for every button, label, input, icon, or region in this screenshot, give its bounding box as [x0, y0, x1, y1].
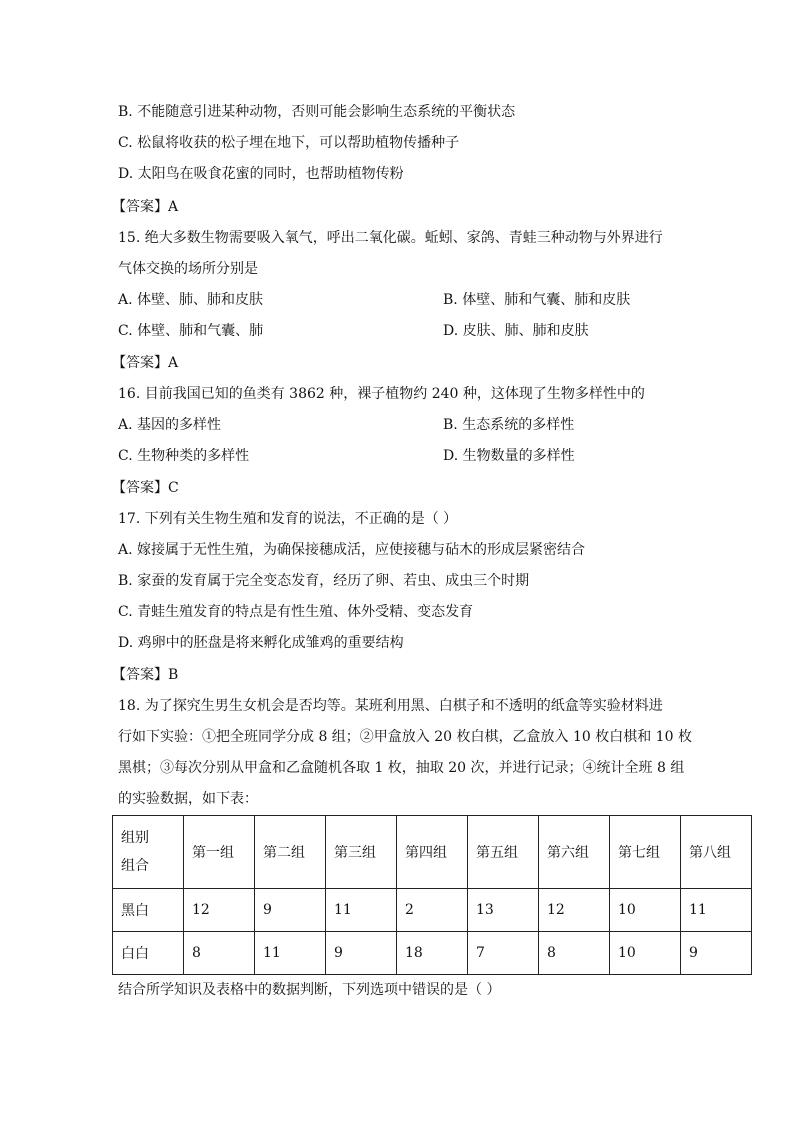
q14-answer: 【答案】A: [112, 199, 179, 215]
q18-stem-line-3: 黑棋；③每次分别从甲盒和乙盒随机各取 1 枚，抽取 20 次，并进行记录；④统计全班 8 组: [118, 760, 685, 776]
q14-option-d: D. 太阳鸟在吸食花蜜的同时，也帮助植物传粉: [118, 166, 404, 182]
table-header-row: [113, 816, 752, 889]
table-cell: 9: [326, 932, 397, 975]
table-header-cell: 第八组: [681, 816, 752, 889]
table-header-cell: 第三组: [326, 816, 397, 889]
table-cell: 18: [397, 932, 468, 975]
q15-option-a: A. 体壁、肺、肺和皮肤: [118, 292, 264, 308]
row-label: 黑白: [113, 889, 184, 932]
q15-option-b: B. 体壁、肺和气囊、肺和皮肤: [443, 292, 631, 308]
table-cell: 7: [468, 932, 539, 975]
q17-option-a: A. 嫁接属于无性生殖，为确保接穗成活，应使接穗与砧木的形成层紧密结合: [118, 542, 586, 558]
q16-stem: 16. 目前我国已知的鱼类有 3862 种，裸子植物约 240 种，这体现了生物多样性中的: [118, 386, 645, 402]
table-cell: 10: [610, 932, 681, 975]
table-cell: 9: [255, 889, 326, 932]
q17-stem: 17. 下列有关生物生殖和发育的说法，不正确的是（ ）: [118, 511, 458, 527]
q15-option-d: D. 皮肤、肺、肺和皮肤: [443, 323, 589, 339]
q15-stem-line-2: 气体交换的场所分别是: [118, 261, 258, 277]
table-cell: 8: [184, 932, 255, 975]
table-header-cell: 第一组: [184, 816, 255, 889]
corner-label-group: 组别: [121, 830, 149, 846]
q14-option-c: C. 松鼠将收获的松子埋在地下，可以帮助植物传播种子: [118, 135, 460, 151]
table-header-cell: 第六组: [539, 816, 610, 889]
table-cell: 10: [610, 889, 681, 932]
q16-answer: 【答案】C: [112, 480, 179, 496]
table-cell: 11: [326, 889, 397, 932]
table-corner-cell: [113, 816, 184, 889]
q16-option-a: A. 基因的多样性: [118, 417, 222, 433]
table-header-cell: 第四组: [397, 816, 468, 889]
q15-stem-line-1: 15. 绝大多数生物需要吸入氧气，呼出二氧化碳。蚯蚓、家鸽、青蛙三种动物与外界进行: [118, 230, 663, 246]
q18-question: 结合所学知识及表格中的数据判断，下列选项中错误的是（ ）: [118, 982, 501, 998]
table-header-cell: 第七组: [610, 816, 681, 889]
table-cell: 11: [681, 889, 752, 932]
q15-answer: 【答案】A: [112, 355, 179, 371]
table-cell: 8: [539, 932, 610, 975]
q17-option-b: B. 家蚕的发育属于完全变态发育，经历了卵、若虫、成虫三个时期: [118, 573, 530, 589]
q16-option-d: D. 生物数量的多样性: [443, 448, 575, 464]
table-cell: 2: [397, 889, 468, 932]
row-label: 白白: [113, 932, 184, 975]
table-cell: 11: [255, 932, 326, 975]
q14-option-b: B. 不能随意引进某种动物，否则可能会影响生态系统的平衡状态: [118, 104, 516, 120]
table-header-cell: 第二组: [255, 816, 326, 889]
experiment-data-table: [112, 815, 752, 975]
q15-option-c: C. 体壁、肺和气囊、肺: [118, 323, 264, 339]
table-row: [113, 889, 752, 932]
q18-stem-line-4: 的实验数据，如下表：: [118, 791, 258, 807]
q18-stem-line-2: 行如下实验：①把全班同学分成 8 组；②甲盒放入 20 枚白棋，乙盒放入 10 枚白棋和 10 枚: [118, 729, 692, 745]
table-header-cell: 第五组: [468, 816, 539, 889]
q17-answer: 【答案】B: [112, 667, 179, 683]
table-cell: 12: [539, 889, 610, 932]
table-cell: 9: [681, 932, 752, 975]
q16-option-c: C. 生物种类的多样性: [118, 448, 250, 464]
q17-option-d: D. 鸡卵中的胚盘是将来孵化成雏鸡的重要结构: [118, 635, 404, 651]
table-row: [113, 932, 752, 975]
table-cell: 13: [468, 889, 539, 932]
q17-option-c: C. 青蛙生殖发育的特点是有性生殖、体外受精、变态发育: [118, 604, 474, 620]
q16-option-b: B. 生态系统的多样性: [443, 417, 575, 433]
corner-label-combo: 组合: [121, 858, 149, 874]
q18-stem-line-1: 18. 为了探究生男生女机会是否均等。某班利用黑、白棋子和不透明的纸盒等实验材料进: [118, 698, 663, 714]
table-cell: 12: [184, 889, 255, 932]
